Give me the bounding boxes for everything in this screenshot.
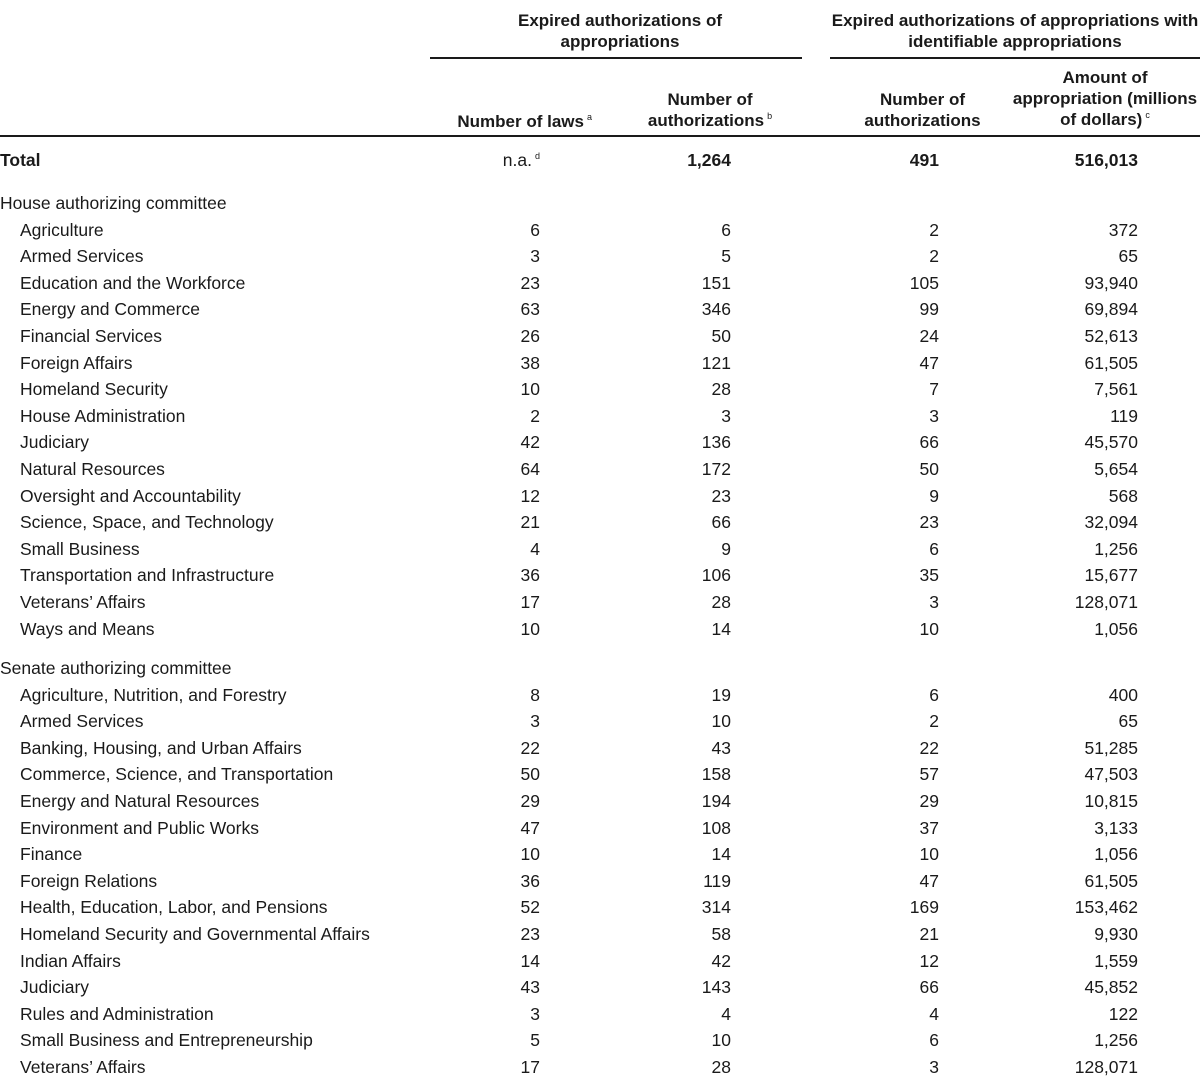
group-header-expired [470,10,770,52]
committee-name: Judiciary [20,977,90,998]
identifiable-authorizations-count: 10 [919,844,939,865]
committee-name: Energy and Natural Resources [20,791,260,811]
identifiable-authorizations-count: 3 [929,405,939,426]
identifiable-authorizations-count: 47 [919,870,939,891]
identifiable-authorizations-count: 37 [919,817,939,838]
laws-count: 12 [520,485,540,506]
total-row [0,147,1200,174]
laws-count: 22 [520,737,540,758]
appropriation-amount: 65 [1118,246,1138,267]
identifiable-authorizations-count: 2 [929,246,939,267]
appropriation-amount: 65 [1118,711,1138,732]
committee-name: Commerce, Science, and Transportation [20,764,334,785]
table-row [0,350,1200,377]
authorizations-count: 58 [711,924,731,944]
col-header-authorizations [630,89,790,131]
table-row [0,589,1200,616]
table-row [0,403,1200,430]
committee-name: Small Business and Entrepreneurship [20,1030,313,1051]
table-row [0,376,1200,403]
laws-count: 2 [530,405,540,426]
authorizations-count: 9 [721,538,731,559]
authorizations-count: 172 [701,459,731,479]
committee-name: Oversight and Accountability [20,485,241,506]
appropriation-amount: 45,570 [1084,432,1138,453]
laws-count: 6 [530,219,540,240]
identifiable-authorizations-count: 105 [909,272,939,293]
identifiable-authorizations-count: 57 [919,764,939,785]
appropriation-amount: 93,940 [1084,272,1138,293]
identifiable-authorizations-count: 6 [929,684,939,705]
appropriation-amount: 568 [1108,485,1138,506]
identifiable-authorizations-count: 10 [919,618,939,639]
identifiable-authorizations-count: 6 [929,1030,939,1051]
authorizations-count: 10 [711,711,731,732]
group-header-identifiable-text: Expired authorizations of appropriations with identifiable appropriations [831,11,1199,51]
laws-count: 5 [530,1030,540,1051]
footnote-c: c [1145,110,1150,121]
table-row [0,708,1200,735]
group-header-expired-text: Expired authorizations of appropriations [517,11,723,51]
authorizations-count: 6 [721,219,731,240]
group2-underline [830,57,1200,59]
committee-name: Transportation and Infrastructure [20,565,275,586]
appropriation-amount: 128,071 [1074,592,1138,612]
laws-count: 3 [530,711,540,732]
table-row [0,509,1200,536]
col-header-laws-text: Number of laws [457,112,584,131]
header-bottom-rule [0,135,1200,137]
table-row [0,270,1200,297]
table-row [0,761,1200,788]
authorizations-count: 314 [701,897,731,918]
authorizations-count: 19 [711,684,731,705]
table-row [0,948,1200,975]
laws-count: 17 [520,1057,540,1077]
laws-count: 8 [530,684,540,705]
authorizations-count: 28 [711,1057,731,1077]
laws-count: 3 [530,246,540,267]
laws-count: 63 [520,299,540,320]
table-row [0,323,1200,350]
laws-count: 36 [520,565,540,586]
table-row [0,616,1200,643]
identifiable-authorizations-count: 22 [919,737,939,758]
laws-count: 52 [520,897,540,918]
committee-name: Environment and Public Works [20,817,259,838]
total-label: Total [0,150,41,170]
committee-name: Veterans’ Affairs [20,592,146,612]
authorizations-count: 106 [701,565,731,586]
laws-count: 10 [520,844,540,865]
committee-name: Armed Services [20,246,144,267]
authorizations-count: 4 [721,1003,731,1024]
laws-count: 43 [520,977,540,998]
authorizations-count: 194 [701,791,731,811]
table-row [0,735,1200,762]
laws-count: 3 [530,1003,540,1024]
appropriation-amount: 128,071 [1074,1057,1138,1077]
appropriation-amount: 153,462 [1074,897,1138,918]
footnote-d: d [534,151,540,162]
committee-name: Indian Affairs [20,950,121,971]
house-section-heading [0,190,1200,217]
total-amount: 516,013 [1074,150,1138,170]
table-row [0,815,1200,842]
table-row [0,562,1200,589]
appropriation-amount: 52,613 [1084,326,1138,346]
laws-count: 23 [520,924,540,944]
appropriation-amount: 61,505 [1084,870,1138,891]
committee-name: Health, Education, Labor, and Pensions [20,897,328,918]
house-section-heading-text: House authorizing committee [0,193,227,213]
identifiable-authorizations-count: 66 [919,977,939,998]
total-laws [503,147,540,174]
committee-name: Foreign Affairs [20,352,133,373]
col-header-amount [1010,67,1200,130]
table-row [0,894,1200,921]
table-row [0,243,1200,270]
authorizations-count: 10 [711,1030,731,1051]
laws-count: 50 [520,764,540,785]
table-row [0,868,1200,895]
table-row [0,536,1200,563]
committee-name: Veterans’ Affairs [20,1057,146,1077]
appropriation-amount: 5,654 [1094,459,1138,479]
authorizations-count: 14 [711,618,731,639]
identifiable-authorizations-count: 23 [919,512,939,533]
identifiable-authorizations-count: 29 [919,791,939,811]
table-row [0,217,1200,244]
laws-count: 42 [520,432,540,453]
table-row [0,921,1200,948]
appropriation-amount: 47,503 [1084,764,1138,785]
appropriation-amount: 7,561 [1094,379,1138,400]
authorizations-count: 42 [711,950,731,971]
appropriation-amount: 119 [1110,405,1138,426]
table-row [0,483,1200,510]
identifiable-authorizations-count: 35 [919,565,939,586]
identifiable-authorizations-count: 7 [929,379,939,400]
table-row [0,456,1200,483]
identifiable-authorizations-count: 24 [919,326,939,346]
authorizations-count: 28 [711,379,731,400]
appropriation-amount: 45,852 [1084,977,1138,998]
committee-name: Energy and Commerce [20,299,200,320]
appropriation-amount: 9,930 [1094,924,1138,944]
total-authorizations: 1,264 [687,150,731,170]
identifiable-authorizations-count: 9 [929,485,939,506]
committee-name: Homeland Security and Governmental Affairs [20,924,370,944]
appropriation-amount: 1,056 [1094,618,1138,639]
identifiable-authorizations-count: 12 [919,950,939,971]
appropriation-amount: 1,256 [1094,1030,1138,1051]
appropriation-amount: 3,133 [1094,817,1138,838]
committee-name: Homeland Security [20,379,168,400]
committee-name: Small Business [20,538,140,559]
table-row [0,841,1200,868]
laws-count: 29 [520,791,540,811]
identifiable-authorizations-count: 3 [929,592,939,612]
committee-name: Foreign Relations [20,870,158,891]
laws-count: 36 [520,870,540,891]
identifiable-authorizations-count: 4 [929,1003,939,1024]
laws-count: 38 [520,352,540,373]
authorizations-count: 5 [721,246,731,267]
laws-count: 26 [520,326,540,346]
table-row [0,788,1200,815]
committee-name: Ways and Means [20,618,155,639]
laws-count: 17 [520,592,540,612]
committee-name: Finance [20,844,83,865]
appropriation-amount: 1,559 [1094,950,1138,971]
total-identifiable-authorizations: 491 [909,150,939,170]
appropriation-amount: 1,056 [1094,844,1138,865]
authorizations-count: 108 [701,817,731,838]
appropriation-amount: 15,677 [1084,565,1138,586]
committee-name: Agriculture [20,219,104,240]
col-header-identifiable-authorizations [850,89,995,131]
senate-section-heading [0,655,1200,682]
authorizations-count: 43 [711,737,731,758]
table-row [0,1054,1200,1081]
identifiable-authorizations-count: 2 [929,219,939,240]
authorizations-count: 23 [711,485,731,506]
appropriation-amount: 51,285 [1084,737,1138,758]
laws-count: 10 [520,618,540,639]
laws-count: 10 [520,379,540,400]
appropriation-amount: 10,815 [1084,791,1138,811]
appropriation-amount: 372 [1108,219,1138,240]
committee-name: Natural Resources [20,459,165,479]
table-row [0,1001,1200,1028]
table-row [0,296,1200,323]
col-header-amount-text: Amount of appropriation (millions of dollars) [1012,68,1198,129]
footnote-b: b [767,111,773,122]
authorizations-count: 121 [701,352,731,373]
appropriation-amount: 1,256 [1094,538,1138,559]
committee-name: Rules and Administration [20,1003,214,1024]
authorizations-count: 151 [701,272,731,293]
identifiable-authorizations-count: 66 [919,432,939,453]
footnote-a: a [586,112,592,123]
authorizations-count: 14 [711,844,731,865]
identifiable-authorizations-count: 6 [929,538,939,559]
laws-count: 21 [520,512,540,533]
laws-count: 14 [520,950,540,971]
table-row [0,429,1200,456]
committee-name: Armed Services [20,711,144,732]
laws-count: 47 [520,817,540,838]
committee-name: Education and the Workforce [20,272,246,293]
table-row [0,1027,1200,1054]
identifiable-authorizations-count: 21 [919,924,939,944]
appropriation-amount: 32,094 [1084,512,1138,533]
col-header-laws [372,111,592,132]
appropriation-amount: 69,894 [1084,299,1138,320]
identifiable-authorizations-count: 169 [909,897,939,918]
identifiable-authorizations-count: 99 [919,299,939,320]
laws-count: 23 [520,272,540,293]
col-header-authorizations-text: Number of authorizations [647,90,765,130]
identifiable-authorizations-count: 3 [929,1057,939,1077]
identifiable-authorizations-count: 2 [929,711,939,732]
authorizations-count: 143 [701,977,731,998]
authorizations-count: 50 [711,326,731,346]
authorizations-count: 158 [701,764,731,785]
laws-count: 4 [530,538,540,559]
appropriation-amount: 122 [1108,1003,1138,1024]
identifiable-authorizations-count: 50 [919,459,939,479]
committee-name: Agriculture, Nutrition, and Forestry [20,684,287,705]
appropriation-amount: 61,505 [1084,352,1138,373]
committee-name: House Administration [20,405,186,426]
appropriation-amount: 400 [1108,684,1138,705]
senate-section-heading-text: Senate authorizing committee [0,658,232,678]
authorizations-count: 3 [721,405,731,426]
col-header-identifiable-authorizations-text: Number of authorizations [864,90,981,130]
authorizations-count: 136 [701,432,731,453]
authorizations-count: 66 [711,512,731,533]
committee-name: Judiciary [20,432,90,453]
authorizations-count: 28 [711,592,731,612]
authorizations-count: 119 [703,870,731,891]
committee-name: Banking, Housing, and Urban Affairs [20,737,302,758]
table-row [0,682,1200,709]
identifiable-authorizations-count: 47 [919,352,939,373]
group1-underline [430,57,802,59]
table-row [0,974,1200,1001]
total-laws-value: n.a. [502,150,532,170]
committee-name: Science, Space, and Technology [20,512,274,533]
authorizations-count: 346 [701,299,731,320]
laws-count: 64 [520,459,540,479]
group-header-identifiable [830,10,1200,52]
committee-name: Financial Services [20,326,162,346]
